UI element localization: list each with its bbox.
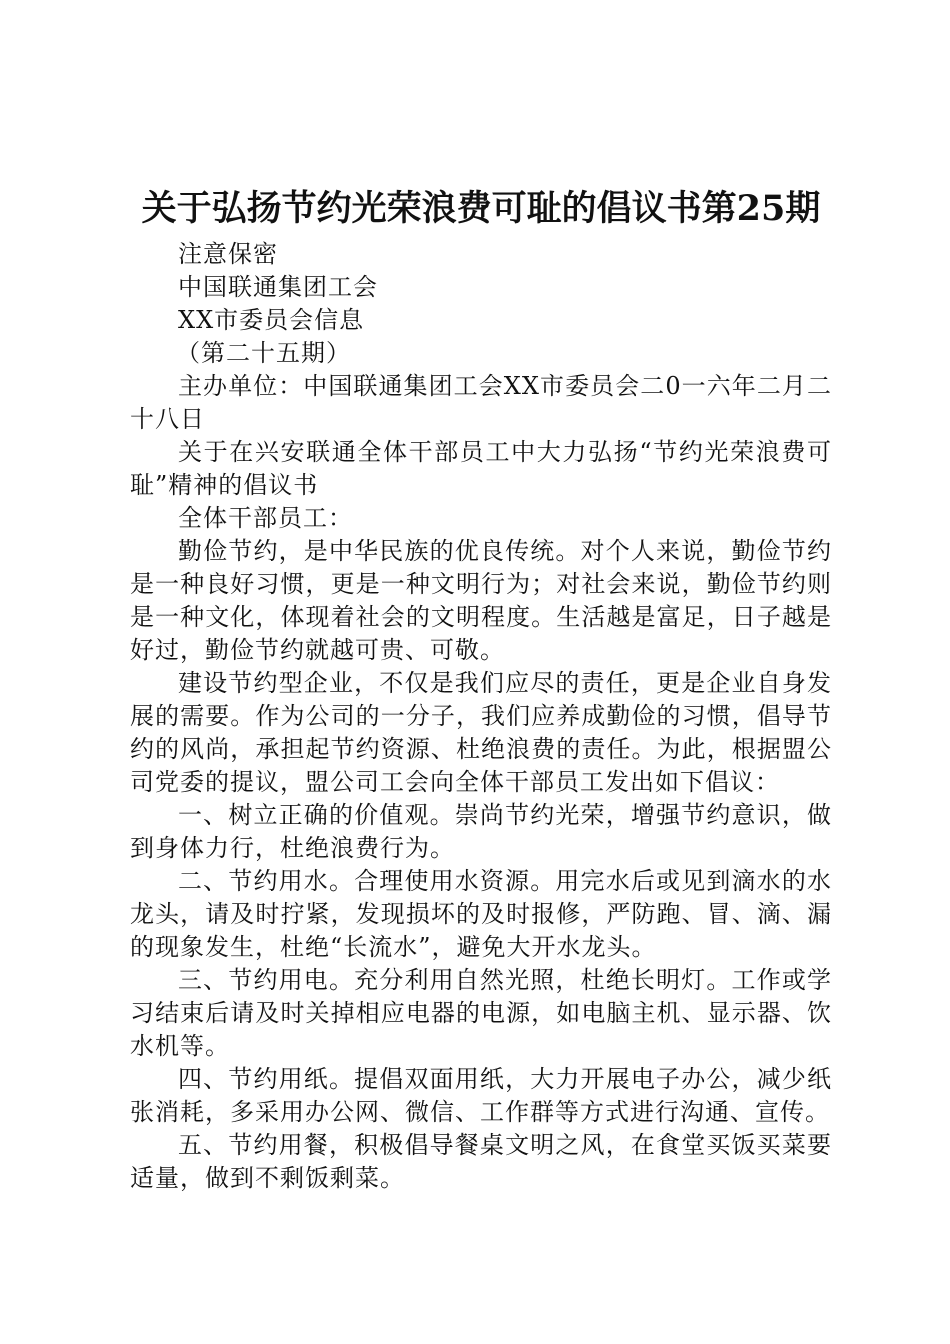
body-paragraph: 建设节约型企业，不仅是我们应尽的责任，更是企业自身发展的需要。作为公司的一分子，我们应养成勤俭的习惯，倡导节约的风尚，承担起节约资源、杜绝浪费的责任。为此，根据盟公司党委的提议，盟公司工会向全体干部员工发出如下倡议： [130, 669, 832, 796]
issue-number: （第二十五期） [176, 339, 351, 367]
committee-line: XX市委员会信息 [178, 306, 365, 334]
organizer-date: 主办单位：中国联通集团工会XX市委员会二0一六年二月二十八日 [130, 372, 832, 433]
proposal-item-2: 二、节约用水。合理使用水资源。用完水后或见到滴水的水龙头，请及时拧紧，发现损坏的及时报修，严防跑、冒、滴、漏的现象发生，杜绝“长流水”，避免大开水龙头。 [130, 867, 832, 961]
proposal-item-1: 一、树立正确的价值观。崇尚节约光荣，增强节约意识，做到身体力行，杜绝浪费行为。 [130, 801, 832, 862]
proposal-item-3: 三、节约用电。充分利用自然光照，杜绝长明灯。工作或学习结束后请及时关掉相应电器的电源，如电脑主机、显示器、饮水机等。 [130, 966, 832, 1060]
proposal-subtitle: 关于在兴安联通全体干部员工中大力弘扬“节约光荣浪费可耻”精神的倡议书 [130, 438, 832, 499]
proposal-item-5: 五、节约用餐，积极倡导餐桌文明之风，在食堂买饭买菜要适量，做到不剩饭剩菜。 [130, 1131, 832, 1192]
issuer-line: 中国联通集团工会 [178, 273, 378, 301]
body-paragraph: 勤俭节约，是中华民族的优良传统。对个人来说，勤俭节约是一种良好习惯，更是一种文明行为；对社会来说，勤俭节约则是一种文化，体现着社会的文明程度。生活越是富足，日子越是好过，勤俭节约就越可贵、可敬。 [130, 537, 832, 664]
proposal-item-4: 四、节约用纸。提倡双面用纸，大力开展电子办公，减少纸张消耗，多采用办公网、微信、工作群等方式进行沟通、宣传。 [130, 1065, 832, 1126]
salutation: 全体干部员工： [178, 504, 353, 532]
document-page [130, 186, 832, 1195]
document-title: 关于弘扬节约光荣浪费可耻的倡议书第25期 [141, 188, 821, 229]
confidential-note: 注意保密 [178, 240, 278, 268]
